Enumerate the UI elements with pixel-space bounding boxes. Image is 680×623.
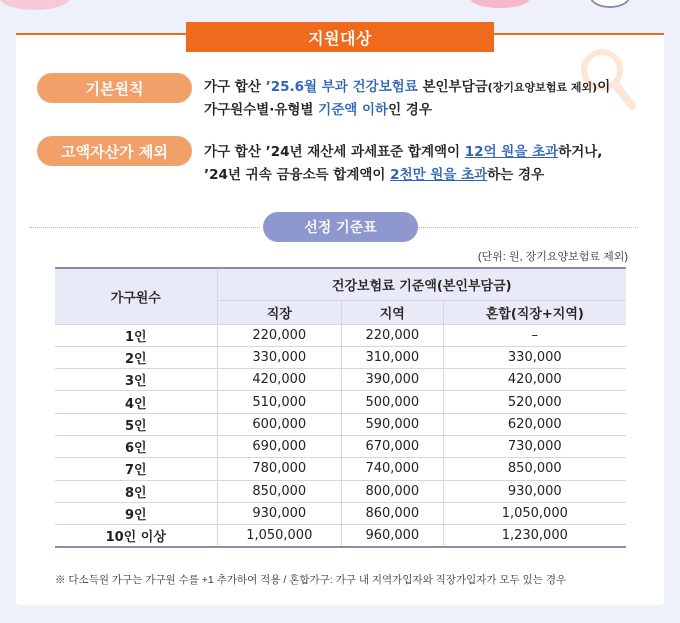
work-value-cell: 1,050,000: [217, 525, 342, 547]
column-header-work: 직장: [217, 300, 342, 324]
region-value-cell: 500,000: [342, 391, 444, 413]
column-header-mixed: 혼합(직장+지역): [443, 300, 626, 324]
highlight-segment: 기준액 이하: [318, 102, 389, 118]
pink-blob-left: [0, 0, 70, 10]
household-size-header: 가구원수: [55, 268, 217, 324]
mixed-value-cell: 420,000: [443, 369, 626, 391]
highlight-segment: 2천만 원을 초과: [390, 167, 488, 183]
column-header-region: 지역: [342, 300, 444, 324]
household-size-cell: 8인: [55, 480, 217, 502]
text-segment: 인 경우: [388, 102, 432, 118]
mixed-value-cell: 850,000: [443, 458, 626, 480]
work-value-cell: 930,000: [217, 502, 342, 524]
basic-principle-label: 기본원칙: [37, 73, 192, 103]
household-size-cell: 6인: [55, 435, 217, 457]
region-value-cell: 960,000: [342, 525, 444, 547]
household-size-cell: 3인: [55, 369, 217, 391]
household-size-cell: 7인: [55, 458, 217, 480]
region-value-cell: 740,000: [342, 458, 444, 480]
mixed-value-cell: 1,050,000: [443, 502, 626, 524]
work-value-cell: 600,000: [217, 413, 342, 435]
white-blob-right: [590, 0, 630, 8]
pink-blob-right: [470, 0, 530, 8]
mixed-value-cell: 520,000: [443, 391, 626, 413]
basic-principle-line2: [204, 99, 610, 122]
text-segment: ’24년 귀속 금융소득 합계액이: [204, 167, 391, 183]
region-value-cell: 310,000: [342, 346, 444, 368]
high-asset-line2: [204, 164, 602, 187]
work-value-cell: 780,000: [217, 458, 342, 480]
selection-criteria-title: 선정 기준표: [263, 212, 418, 242]
table-row: [55, 346, 626, 368]
highlight-segment: 12억 원을 초과: [464, 144, 559, 160]
high-asset-exclusion-text: [204, 141, 602, 187]
household-size-cell: 2인: [55, 346, 217, 368]
mixed-value-cell: 930,000: [443, 480, 626, 502]
small-note-segment: (장기요양보험료 제외): [487, 81, 598, 94]
mixed-value-cell: 730,000: [443, 435, 626, 457]
divider-left: [30, 227, 260, 228]
basic-principle-line1: [204, 76, 610, 99]
text-segment: 이: [597, 79, 611, 95]
work-value-cell: 220,000: [217, 324, 342, 346]
unit-note: (단위: 원, 장기요양보험료 제외): [477, 251, 628, 263]
region-value-cell: 590,000: [342, 413, 444, 435]
high-asset-line1: [204, 141, 602, 164]
table-row: [55, 458, 626, 480]
household-size-cell: 5인: [55, 413, 217, 435]
work-value-cell: 420,000: [217, 369, 342, 391]
region-value-cell: 800,000: [342, 480, 444, 502]
work-value-cell: 510,000: [217, 391, 342, 413]
household-size-cell: 1인: [55, 324, 217, 346]
text-segment: 가구 합산 ’24년 재산세 과세표준 합계액이: [204, 144, 465, 160]
criteria-table: [55, 267, 626, 548]
region-value-cell: 860,000: [342, 502, 444, 524]
text-segment: 하는 경우: [487, 167, 545, 183]
region-value-cell: 390,000: [342, 369, 444, 391]
mixed-value-cell: 1,230,000: [443, 525, 626, 547]
mixed-value-cell: –: [443, 324, 626, 346]
mixed-value-cell: 330,000: [443, 346, 626, 368]
highlight-segment: ’25.6월 부과 건강보험료: [265, 79, 418, 95]
table-row: [55, 391, 626, 413]
household-size-cell: 9인: [55, 502, 217, 524]
region-value-cell: 220,000: [342, 324, 444, 346]
footnote: ※ 다소득원 가구는 가구원 수를 +1 추가하여 적용 / 혼합가구: 가구 내 지역가입자와 직장가입자가 모두 있는 경우: [55, 574, 567, 586]
high-asset-exclusion-label: 고액자산가 제외: [37, 136, 192, 166]
table-row: [55, 525, 626, 547]
top-decoration: [0, 0, 680, 18]
table-row: [55, 435, 626, 457]
text-segment: 가구원수별·유형별: [204, 102, 319, 118]
region-value-cell: 670,000: [342, 435, 444, 457]
premium-group-header: 건강보험료 기준액(본인부담금): [217, 268, 626, 300]
basic-principle-text: [204, 76, 610, 122]
work-value-cell: 690,000: [217, 435, 342, 457]
household-size-cell: 10인 이상: [55, 525, 217, 547]
table-row: [55, 369, 626, 391]
text-segment: 가구 합산: [204, 79, 266, 95]
text-segment: 하거나,: [558, 144, 603, 160]
household-size-cell: 4인: [55, 391, 217, 413]
page-title: 지원대상: [186, 22, 494, 52]
work-value-cell: 330,000: [217, 346, 342, 368]
text-segment: 본인부담금: [417, 79, 488, 95]
table-row: [55, 502, 626, 524]
divider-right: [418, 227, 638, 228]
table-row: [55, 480, 626, 502]
mixed-value-cell: 620,000: [443, 413, 626, 435]
table-row: [55, 413, 626, 435]
work-value-cell: 850,000: [217, 480, 342, 502]
table-row: [55, 324, 626, 346]
